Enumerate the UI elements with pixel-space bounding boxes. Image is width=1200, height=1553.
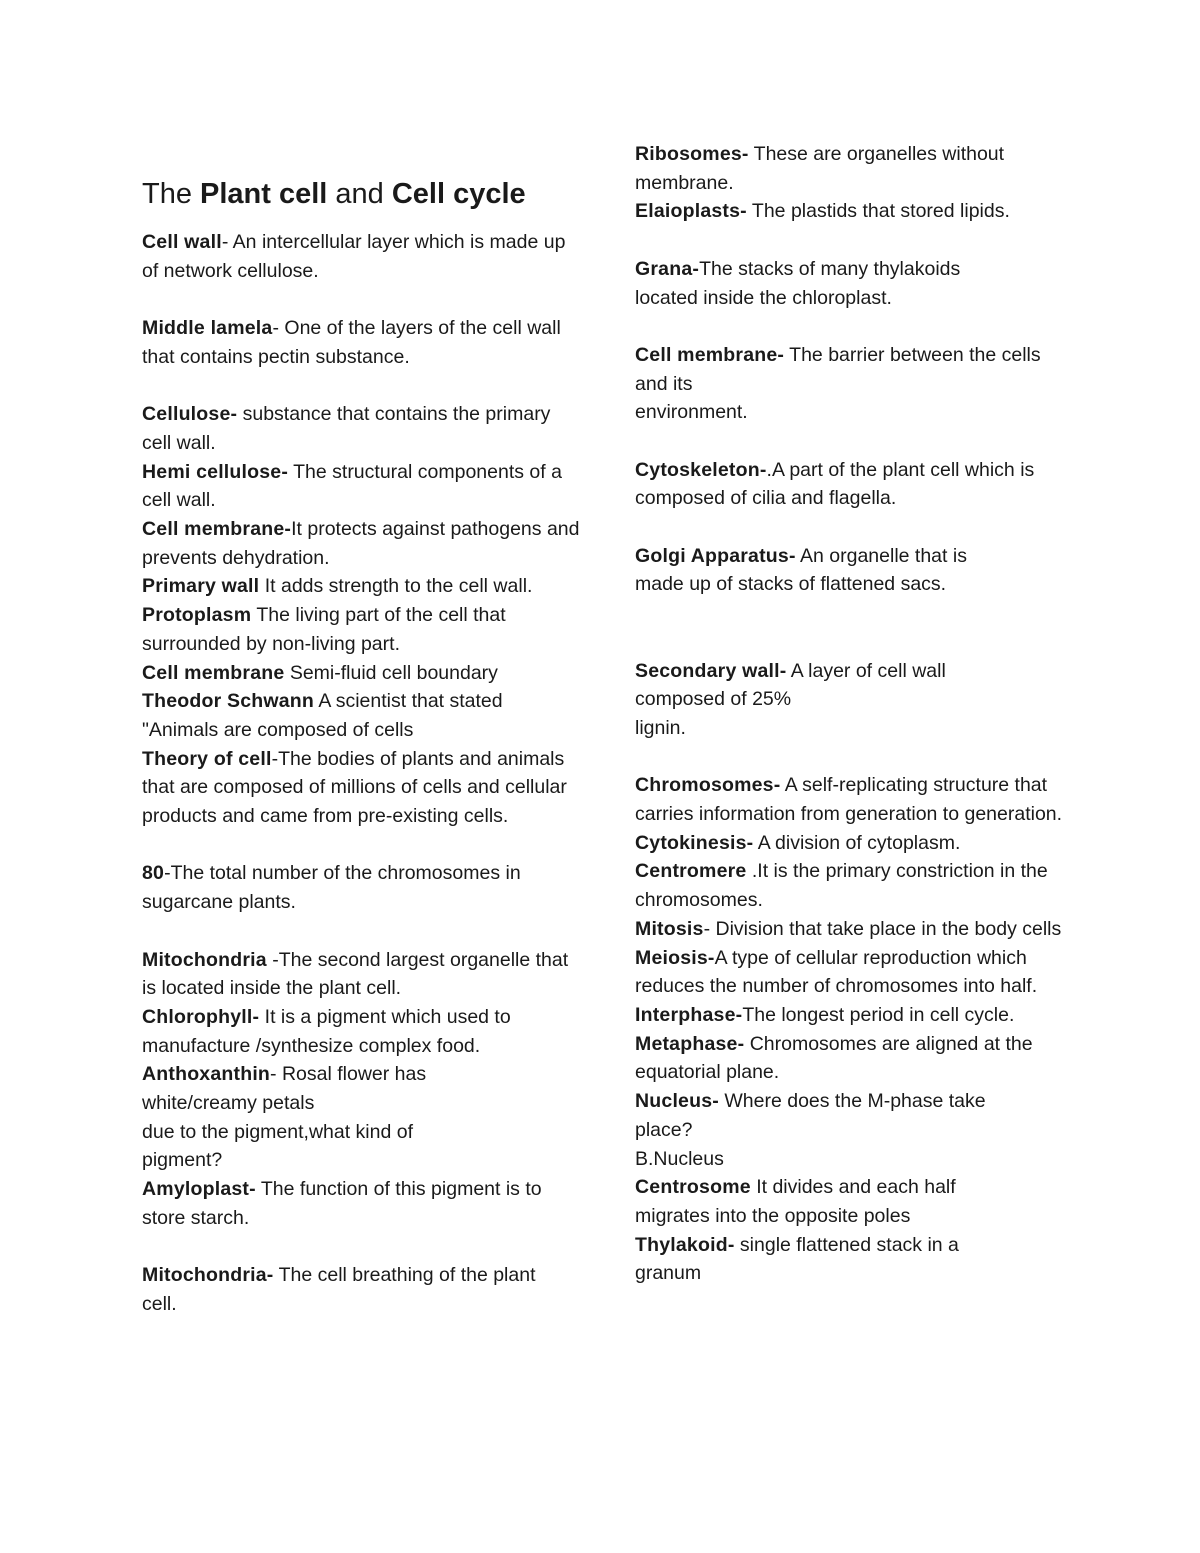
entry-metaphase	[635, 1030, 1045, 1087]
entry-text: .It is the primary constriction in the chromosomes.	[635, 860, 1048, 912]
entry-term: Thylakoid-	[635, 1233, 735, 1256]
entry-term: Theory of cell	[142, 747, 272, 770]
entry-term: Chromosomes-	[635, 774, 781, 797]
entry-text: -The total number of the chromosomes in sugarcane plants.	[142, 862, 521, 914]
entry-text: - One of the layers of the cell wall that contains pectin substance.	[142, 317, 561, 368]
entry-term: Elaioplasts-	[635, 200, 747, 223]
page-title	[142, 176, 526, 212]
entry-text: -The second largest organelle that is located inside the plant cell.	[142, 948, 569, 1000]
entry-middle-lamela	[142, 314, 582, 371]
entry-term: Protoplasm	[142, 604, 252, 627]
entry-text: The function of this pigment is to store starch.	[142, 1178, 542, 1229]
entry-text: A type of cellular reproduction which reduces the number of chromosomes into half.	[635, 946, 1038, 998]
entry-term: Mitosis	[635, 917, 704, 940]
title-bold-cell-cycle: Cell cycle	[391, 178, 526, 210]
entry-text: The structural components of a cell wall.	[142, 460, 562, 512]
entry-golgi-apparatus	[635, 542, 1015, 599]
entry-text: These are organelles without membrane.	[635, 143, 1005, 194]
entry-cell-membrane-2	[142, 659, 582, 688]
entry-cell-membrane-3	[635, 341, 1045, 398]
entry-term: Mitochondria-	[142, 1264, 274, 1287]
entry-term: Cell membrane	[142, 661, 285, 684]
entry-secondary-wall-cont	[635, 714, 1075, 743]
entry-text: A division of cytoplasm.	[753, 831, 961, 854]
entry-cell-membrane-1	[142, 515, 582, 572]
entry-text: A scientist that stated "Animals are composed of cells	[142, 690, 503, 741]
entry-mitosis	[635, 915, 1075, 944]
entry-hemi-cellulose	[142, 458, 582, 515]
entry-text: The stacks of many thylakoids located inside the chloroplast.	[635, 257, 961, 309]
entry-term: Ribosomes-	[635, 143, 749, 165]
entry-meiosis	[635, 944, 1075, 1001]
entry-term: Cellulose-	[142, 403, 238, 426]
title-middle: and	[327, 178, 392, 210]
entry-text: A self-replicating structure that carries information from generation to generation.	[635, 774, 1063, 826]
entry-term: Cell membrane-	[635, 343, 785, 366]
entry-cytokinesis	[635, 829, 1075, 858]
left-column	[142, 228, 582, 1319]
entry-cellulose	[142, 400, 582, 457]
entry-text: The barrier between the cells and its	[635, 343, 1041, 395]
entry-term: Cytoskeleton-	[635, 458, 767, 481]
entry-term: Chlorophyll-	[142, 1005, 260, 1028]
entry-elaioplasts	[635, 197, 1075, 226]
entry-text: single flattened stack in a granum	[635, 1233, 959, 1285]
entry-term: Middle lamela	[142, 317, 273, 340]
title-bold-plant-cell: Plant cell	[200, 178, 328, 210]
entry-text: - An intercellular layer which is made up of network cellulose.	[142, 231, 566, 282]
title-prefix: The	[142, 178, 201, 210]
entry-term: 80	[142, 862, 165, 885]
entry-secondary-wall	[635, 657, 1005, 714]
entry-text: The living part of the cell that surrounded by non-living part.	[142, 604, 506, 655]
entry-cytoskeleton	[635, 456, 1075, 513]
entry-text: Where does the M-phase take place?	[635, 1090, 986, 1141]
entry-chlorophyll	[142, 1003, 582, 1060]
entry-term: Mitochondria	[142, 948, 267, 971]
entry-term: Metaphase-	[635, 1032, 745, 1055]
entry-cell-membrane-3-cont	[635, 398, 1075, 427]
entry-text: environment.	[635, 401, 748, 424]
entry-text: -The bodies of plants and animals that are composed of millions of cells and cellular products and came from pre-existing cells.	[142, 747, 567, 828]
entry-centrosome	[635, 1173, 1005, 1230]
entry-text: It adds strength to the cell wall.	[259, 575, 533, 598]
entry-text: The longest period in cell cycle.	[742, 1004, 1015, 1026]
entry-term: Primary wall	[142, 575, 260, 598]
entry-grana	[635, 255, 1025, 312]
entry-ribosomes	[635, 140, 1075, 197]
entry-amyloplast	[142, 1175, 582, 1232]
entry-text: due to the pigment,what kind of pigment?	[142, 1120, 414, 1172]
entry-term: Centromere	[635, 860, 747, 883]
entry-80	[142, 859, 582, 916]
entry-term: Cytokinesis-	[635, 831, 754, 854]
entry-text: Semi-fluid cell boundary	[284, 661, 498, 684]
entry-term: Theodor Schwann	[142, 690, 315, 713]
entry-thylakoid	[635, 1231, 1015, 1288]
entry-text: It divides and each half migrates into the opposite poles	[635, 1176, 956, 1227]
entry-term: Interphase-	[635, 1004, 743, 1026]
entry-text: substance that contains the primary cell wall.	[142, 403, 551, 454]
entry-term: Secondary wall-	[635, 659, 787, 682]
entry-term: Centrosome	[635, 1176, 751, 1199]
entry-text: It protects against pathogens and prevents dehydration.	[142, 518, 580, 569]
entry-cell-wall	[142, 228, 582, 285]
entry-theodor-schwann	[142, 687, 582, 744]
entry-text: It is a pigment which used to manufacture /synthesize complex food.	[142, 1005, 511, 1057]
entry-interphase	[635, 1001, 1075, 1030]
entry-anthoxanthin	[142, 1060, 532, 1117]
entry-text: An organelle that is made up of stacks of flattened sacs.	[635, 544, 967, 596]
entry-text: B.Nucleus	[635, 1147, 724, 1170]
entry-chromosomes	[635, 771, 1075, 828]
entry-mitochondria-1	[142, 946, 582, 1003]
entry-term: Meiosis-	[635, 946, 715, 969]
entry-mitochondria-2	[142, 1261, 542, 1318]
entry-term: Cell wall	[142, 231, 222, 253]
entry-nucleus-answer	[635, 1145, 1075, 1174]
entry-term: Anthoxanthin	[142, 1063, 271, 1086]
entry-centromere	[635, 857, 1075, 914]
entry-term: Golgi Apparatus-	[635, 544, 796, 567]
entry-theory-of-cell	[142, 745, 582, 831]
entry-term: Cell membrane-	[142, 518, 292, 540]
entry-primary-wall	[142, 572, 582, 601]
entry-text: - Rosal flower has white/creamy petals	[142, 1063, 427, 1115]
entry-text: - Division that take place in the body cells	[703, 917, 1062, 940]
entry-text: .A part of the plant cell which is composed of cilia and flagella.	[635, 458, 1035, 510]
entry-text: A layer of cell wall composed of 25%	[635, 659, 946, 711]
entry-anthoxanthin-cont	[142, 1118, 472, 1175]
entry-protoplasm	[142, 601, 582, 658]
entry-text: Chromosomes are aligned at the equatorial plane.	[635, 1032, 1033, 1084]
entry-text: The plastids that stored lipids.	[746, 200, 1010, 223]
entry-term: Grana-	[635, 257, 700, 280]
right-column	[635, 140, 1075, 1288]
entry-term: Hemi cellulose-	[142, 460, 289, 483]
entry-nucleus	[635, 1087, 1035, 1144]
entry-term: Nucleus-	[635, 1090, 719, 1113]
entry-text: The cell breathing of the plant cell.	[142, 1264, 536, 1315]
entry-text: lignin.	[635, 716, 686, 739]
entry-term: Amyloplast-	[142, 1178, 256, 1201]
